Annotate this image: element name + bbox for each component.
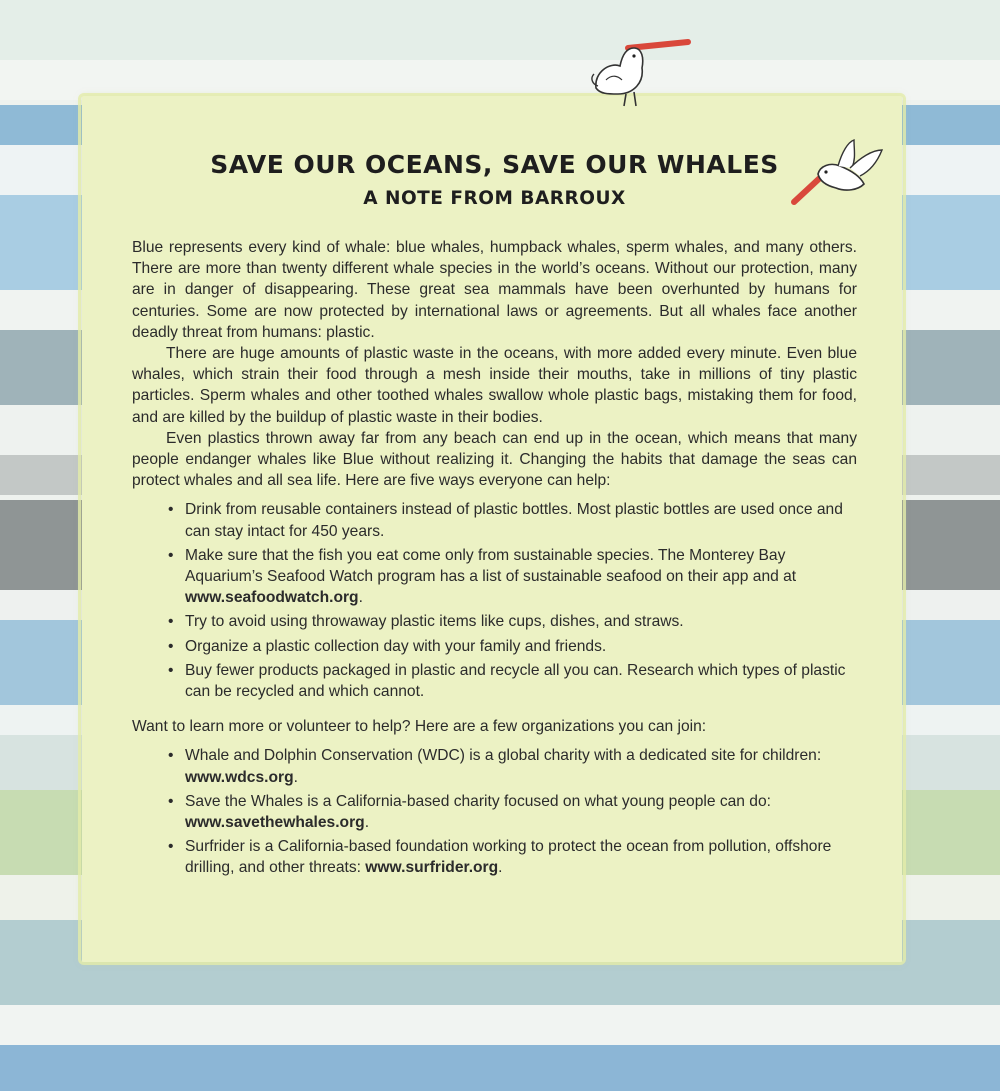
list-item-punctuation: . (364, 814, 370, 832)
savethewhales-link[interactable]: www.savethewhales.org (185, 814, 365, 832)
list-item-text: Try to avoid using throwaway plastic items like cups, dishes, and straws. (185, 613, 684, 631)
paragraph: Blue represents every kind of whale: blue whales, humpback whales, sperm whales, and many others. There are more than twenty different whale species in the world’s oceans. Without our protection, many are in danger of disappearing. These great sea mammals have been overhunted by humans for centuries. Some are now protected by international laws or agreements. But all whales face another deadly threat from humans: plastic. (132, 239, 857, 341)
list-item-punctuation: . (498, 859, 503, 877)
list-item (185, 545, 857, 609)
list-item-punctuation: . (358, 589, 363, 607)
stripe (0, 0, 1000, 60)
list-item-text: Whale and Dolphin Conservation (WDC) is a global charity with a dedicated site for children: (185, 747, 822, 765)
list-item (185, 836, 857, 878)
paragraph: Even plastics thrown away far from any beach can end up in the ocean, which means that many people endanger whales like Blue without realizing it. Changing the habits that damage the seas can protect whales and all sea life. Here are five ways everyone can help: (132, 429, 857, 490)
wdcs-link[interactable]: www.wdcs.org (185, 768, 294, 786)
stripe (0, 1045, 1000, 1091)
paragraph: There are huge amounts of plastic waste in the oceans, with more added every minute. Even blue whales, which strain their food through a mesh inside their mouths, take in millions of tiny plastic particles. Sperm whales and other toothed whales swallow whole plastic bags, mistaking them for food, and are killed by the buildup of plastic waste in their bodies. (132, 345, 857, 426)
surfrider-link[interactable]: www.surfrider.org (365, 859, 499, 877)
list-item (185, 611, 857, 632)
list-item (185, 745, 857, 787)
volunteer-question: Want to learn more or volunteer to help? Here are a few organizations you can join: (132, 718, 707, 736)
list-item-text: Buy fewer products packaged in plastic and recycle all you can. Research which types of plastic can be recycled and which cannot. (185, 661, 846, 701)
list-item-text: Drink from reusable containers instead of plastic bottles. Most plastic bottles are used once and can stay intact for 450 years. (185, 501, 843, 540)
list-item-punctuation: . (293, 768, 298, 786)
list-item (185, 791, 857, 833)
seabird-perched-icon (588, 36, 700, 110)
list-item-text: Save the Whales is a California-based charity focused on what young people can do: (185, 792, 771, 810)
organizations-list (132, 745, 857, 878)
list-item-text: Organize a plastic collection day with your family and friends. (185, 637, 607, 655)
page-title: SAVE OUR OCEANS, SAVE OUR WHALES (210, 150, 779, 179)
list-item (185, 660, 857, 702)
list-item (185, 499, 857, 541)
tips-list (132, 499, 857, 702)
note-content (132, 145, 857, 889)
list-item-text: Make sure that the fish you eat come only from sustainable species. The Monterey Bay Aquarium’s Seafood Watch program has a list of sustainable seafood on their app and at (185, 546, 797, 586)
page-subtitle: A NOTE FROM BARROUX (363, 188, 626, 209)
stripe (0, 1005, 1000, 1045)
list-item (185, 636, 857, 657)
seafoodwatch-link[interactable]: www.seafoodwatch.org (185, 589, 359, 607)
list-item-text: Surfrider is a California-based foundation working to protect the ocean from pollution, offshore drilling, and other threats: (185, 838, 832, 877)
